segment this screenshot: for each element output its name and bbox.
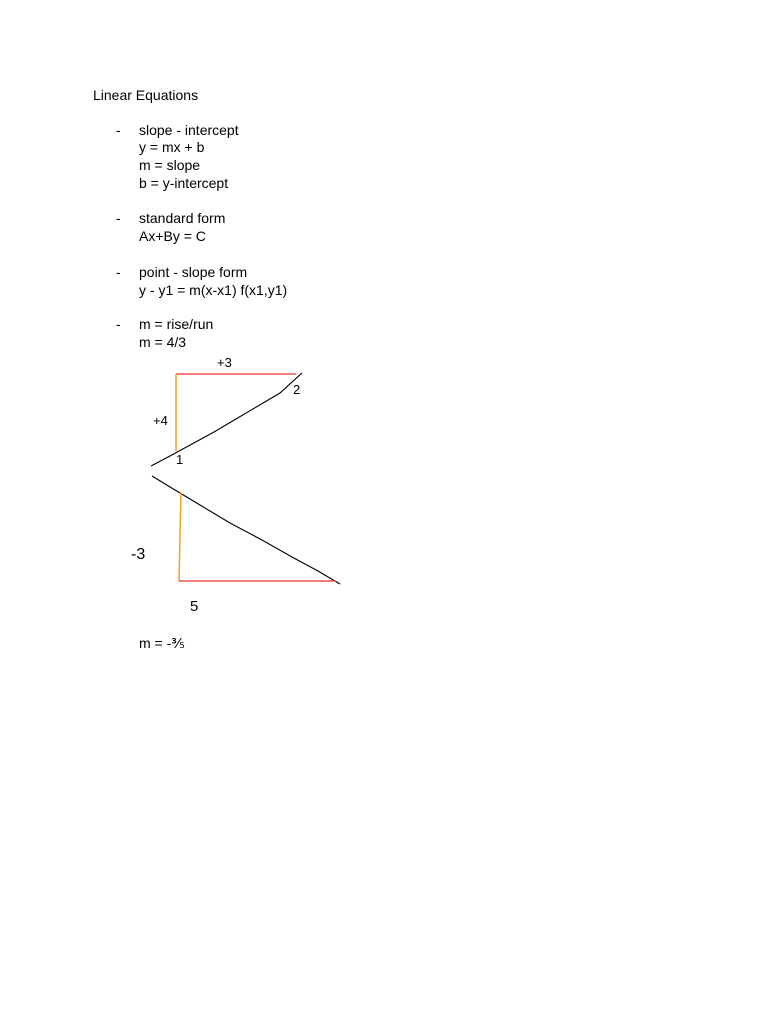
bullet-marker: - bbox=[116, 316, 121, 332]
formula-point-slope: y - y1 = m(x-x1) f(x1,y1) bbox=[139, 282, 288, 298]
section-heading-slope-intercept: slope - intercept bbox=[139, 122, 239, 138]
rise-label-bottom: -3 bbox=[131, 546, 146, 563]
slope-value-negative: m = -⅗ bbox=[139, 635, 185, 651]
run-label-top: +3 bbox=[217, 355, 232, 370]
bullet-marker: - bbox=[116, 210, 121, 226]
rise-line-bottom bbox=[179, 492, 181, 581]
definition-m: m = slope bbox=[139, 157, 201, 173]
definition-b: b = y-intercept bbox=[139, 175, 229, 191]
point-one-label: 1 bbox=[176, 452, 184, 467]
point-two-label: 2 bbox=[293, 382, 301, 397]
section-heading-point-slope: point - slope form bbox=[139, 264, 248, 280]
page-title: Linear Equations bbox=[93, 87, 199, 103]
run-label-bottom: 5 bbox=[190, 598, 199, 615]
section-heading-rise-run: m = rise/run bbox=[139, 316, 214, 332]
slope-line-top bbox=[151, 373, 302, 466]
slope-value-positive: m = 4/3 bbox=[139, 334, 187, 350]
formula-slope-intercept: y = mx + b bbox=[139, 139, 205, 155]
slope-line-bottom bbox=[152, 476, 340, 584]
bullet-marker: - bbox=[116, 264, 121, 280]
section-heading-standard-form: standard form bbox=[139, 210, 226, 226]
rise-label-top: +4 bbox=[153, 413, 168, 428]
formula-standard-form: Ax+By = C bbox=[139, 228, 206, 244]
bullet-marker: - bbox=[116, 122, 121, 138]
